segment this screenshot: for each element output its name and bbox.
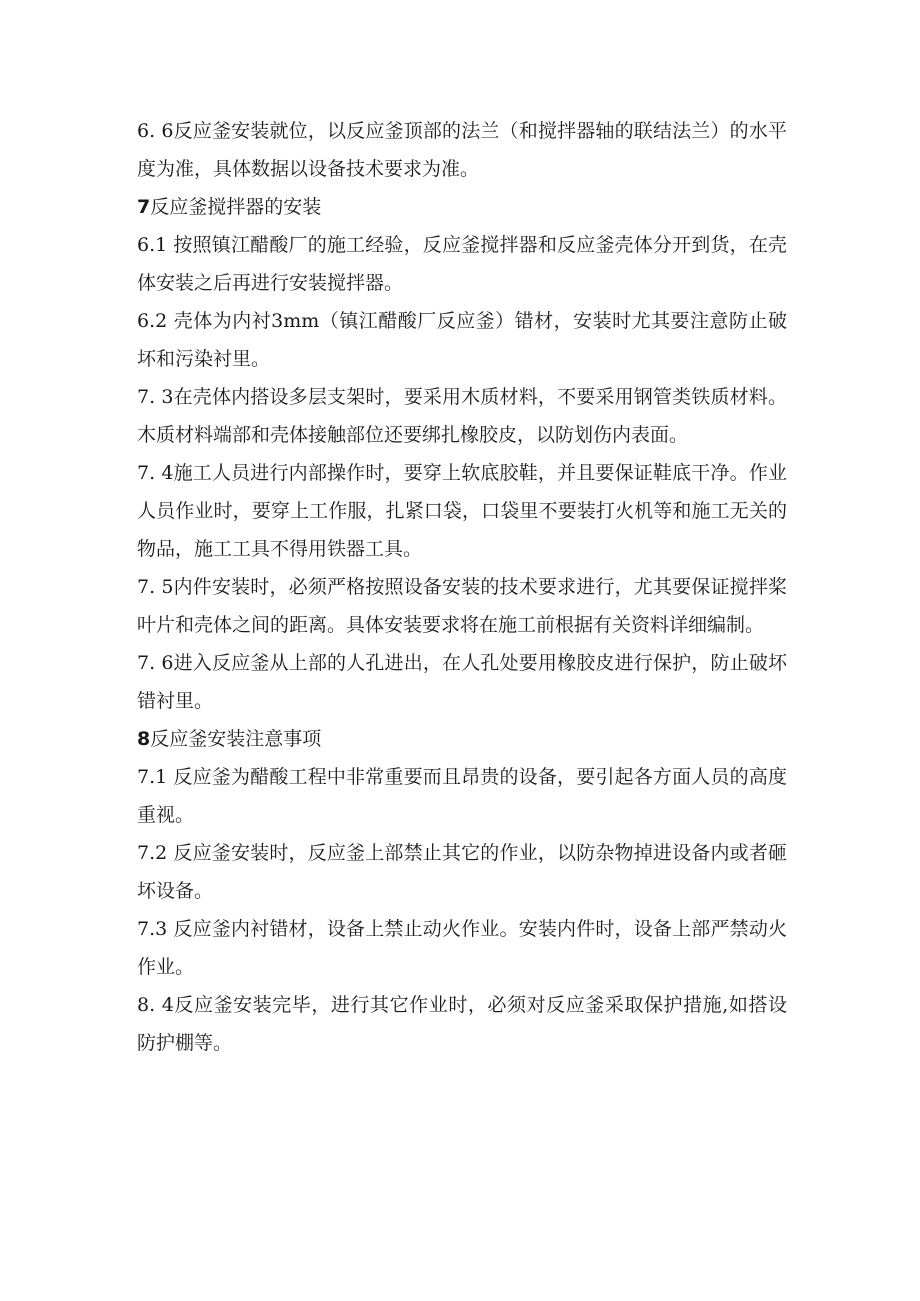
paragraph-7-2: 7.2 反应釜安装时，反应釜上部禁止其它的作业，以防杂物掉进设备内或者砸坏设备。: [137, 842, 787, 902]
paragraph-6-2: 6.2 壳体为内衬3mm（镇江醋酸厂反应釜）错材，安装时尤其要注意防止破坏和污染衬里。: [137, 310, 787, 370]
section-heading-7: [137, 188, 787, 226]
section-number: 7: [137, 196, 151, 218]
paragraph-7-3b: 7.3 反应釜内衬错材，设备上禁止动火作业。安装内件时，设备上部严禁动火作业。: [137, 918, 787, 978]
paragraph-7-3: 7. 3在壳体内搭设多层支架时，要采用木质材料，不要采用钢管类铁质材料。木质材料端部和壳体接触部位还要绑扎橡胶皮，以防划伤内表面。: [137, 386, 787, 446]
section-number: 8: [137, 728, 151, 750]
paragraph-7-1: 7.1 反应釜为醋酸工程中非常重要而且昂贵的设备，要引起各方面人员的高度重视。: [137, 766, 787, 826]
paragraph-7-4: 7. 4施工人员进行内部操作时，要穿上软底胶鞋，并且要保证鞋底干净。作业人员作业时，要穿上工作服，扎紧口袋，口袋里不要装打火机等和施工无关的物品，施工工具不得用铁器工具。: [137, 462, 787, 560]
paragraph-7-6: 7. 6进入反应釜从上部的人孔进出，在人孔处要用橡胶皮进行保护，防止破坏错衬里。: [137, 652, 787, 712]
paragraph-6-6: 6. 6反应釜安装就位，以反应釜顶部的法兰（和搅拌器轴的联结法兰）的水平度为准，具体数据以设备技术要求为准。: [137, 120, 787, 180]
paragraph-7-5: 7. 5内件安装时，必须严格按照设备安装的技术要求进行，尤其要保证搅拌桨叶片和壳体之间的距离。具体安装要求将在施工前根据有关资料详细编制。: [137, 576, 787, 636]
paragraph-6-1: 6.1 按照镇江醋酸厂的施工经验，反应釜搅拌器和反应釜壳体分开到货，在壳体安装之后再进行安装搅拌器。: [137, 234, 787, 294]
document-page: [137, 112, 787, 1062]
paragraph-8-4: 8. 4反应釜安装完毕，进行其它作业时，必须对反应釜采取保护措施,如搭设防护棚等。: [137, 994, 787, 1054]
section-heading-8: [137, 720, 787, 758]
section-title: 反应釜安装注意事项: [150, 728, 322, 750]
section-title: 反应釜搅拌器的安装: [150, 196, 322, 218]
